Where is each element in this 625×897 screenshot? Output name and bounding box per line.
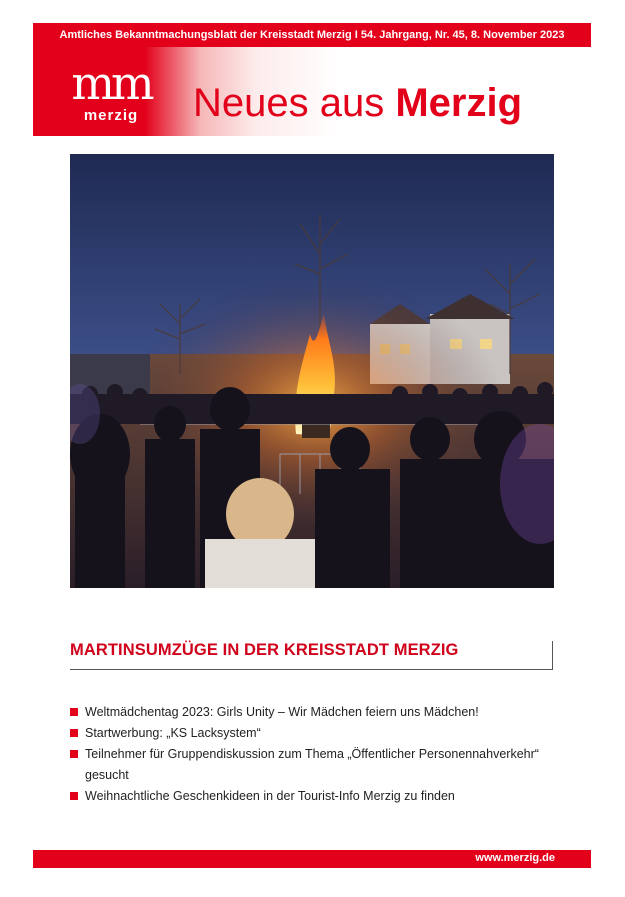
list-item[interactable] [70, 744, 550, 786]
masthead [33, 47, 591, 136]
list-item[interactable] [70, 702, 550, 723]
website-link[interactable]: www.merzig.de [475, 852, 555, 864]
logo-mark: mm [71, 56, 151, 110]
topics-list [70, 702, 550, 807]
title-bold: Merzig [395, 81, 523, 125]
list-item-text: Weltmädchentag 2023: Girls Unity – Wir Mädchen feiern uns Mädchen! [85, 705, 479, 719]
list-item[interactable] [70, 723, 550, 744]
bullet-square-icon [70, 708, 78, 716]
list-item-text: Weihnachtliche Geschenkideen in der Tourist-Info Merzig zu finden [85, 789, 455, 803]
merzig-logo[interactable] [71, 56, 151, 127]
bullet-square-icon [70, 792, 78, 800]
list-item[interactable] [70, 786, 550, 807]
title-regular: Neues aus [193, 81, 385, 125]
footer-bar [33, 850, 591, 868]
list-item-text: Startwerbung: „KS Lacksystem“ [85, 726, 261, 740]
bonfire-crowd-image [70, 154, 554, 588]
issue-info: Amtliches Bekanntmachungsblatt der Kreisstadt Merzig I 54. Jahrgang, Nr. 45, 8. November 2023 [59, 29, 565, 41]
bullet-square-icon [70, 729, 78, 737]
bullet-square-icon [70, 750, 78, 758]
list-item-text: Teilnehmer für Gruppendiskussion zum Thema „Öffentlicher Personennahverkehr“ gesucht [85, 747, 539, 782]
logo-word: merzig [83, 107, 139, 124]
main-headline[interactable]: MARTINSUMZÜGE IN DER KREISSTADT MERZIG [70, 641, 459, 659]
masthead-info-bar [33, 23, 591, 47]
cover-photo-bonfire [70, 154, 554, 588]
page-title [193, 81, 522, 125]
headline-box [70, 641, 553, 670]
